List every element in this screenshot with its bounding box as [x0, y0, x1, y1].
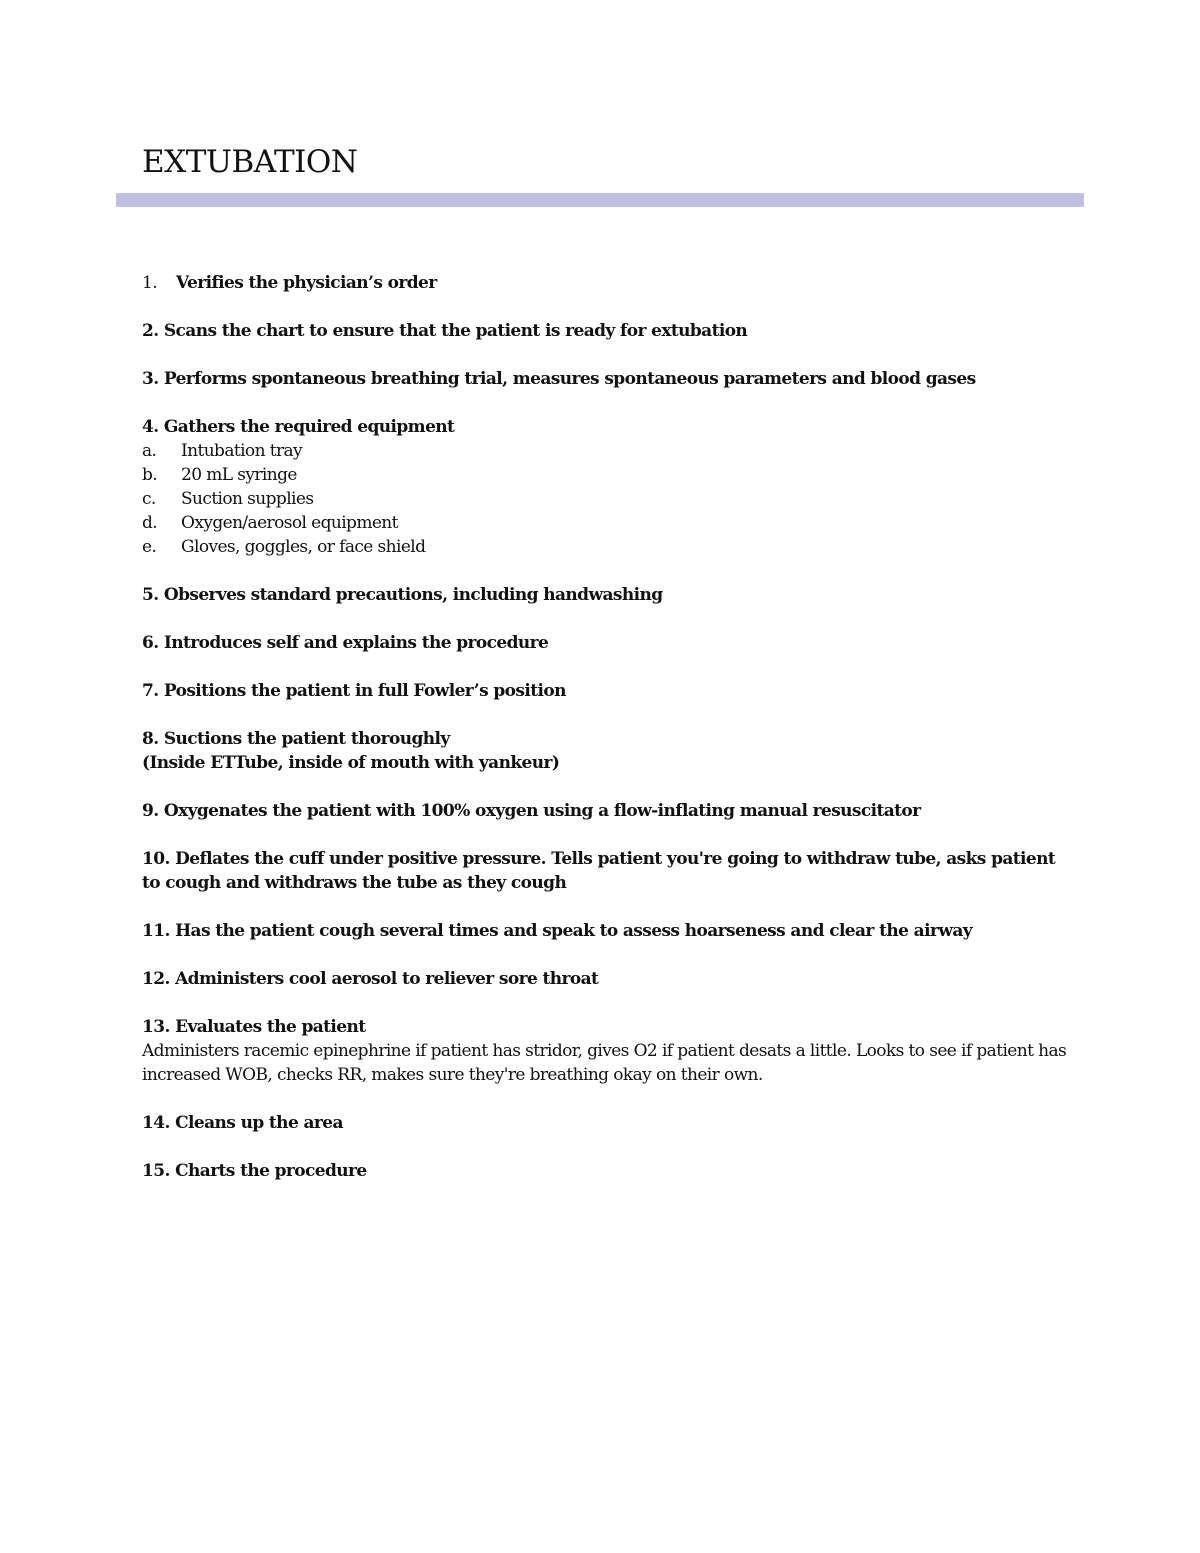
step-10 [142, 847, 1072, 895]
step-text: Verifies the physician’s order [176, 273, 437, 293]
list-item [142, 487, 1072, 511]
item-text: Oxygen/aerosol equipment [181, 513, 398, 533]
step-4 [142, 415, 1072, 559]
step-3 [142, 367, 1072, 391]
list-item [142, 535, 1072, 559]
step-note: (Inside ETTube, inside of mouth with yankeur) [142, 753, 560, 773]
item-text: Suction supplies [181, 489, 314, 509]
item-text: Gloves, goggles, or face shield [181, 537, 426, 557]
step-heading [142, 271, 1072, 295]
step-6 [142, 631, 1072, 655]
item-letter: b. [142, 465, 158, 485]
step-12 [142, 967, 1072, 991]
step-detail: Administers racemic epinephrine if patient has stridor, gives O2 if patient desats a little. Looks to see if patient has increased WOB, checks RR, makes sure they're breathing okay on their own. [142, 1041, 1067, 1085]
item-letter: c. [142, 489, 156, 509]
procedure-steps [142, 271, 1072, 1207]
list-item [142, 463, 1072, 487]
list-item [142, 439, 1072, 463]
step-5 [142, 583, 1072, 607]
step-15 [142, 1159, 1072, 1183]
step-1 [142, 271, 1072, 295]
item-letter: d. [142, 513, 158, 533]
step-heading: 8. Suctions the patient thoroughly [142, 729, 450, 749]
list-item [142, 511, 1072, 535]
step-heading: 15. Charts the procedure [142, 1161, 367, 1181]
step-heading: 14. Cleans up the area [142, 1113, 343, 1133]
step-heading: 2. Scans the chart to ensure that the patient is ready for extubation [142, 321, 748, 341]
step-14 [142, 1111, 1072, 1135]
step-heading: 9. Oxygenates the patient with 100% oxygen using a flow-inflating manual resuscitator [142, 801, 921, 821]
step-13 [142, 1015, 1072, 1087]
item-text: Intubation tray [181, 441, 303, 461]
step-heading: 12. Administers cool aerosol to reliever sore throat [142, 969, 599, 989]
step-11 [142, 919, 1072, 943]
item-letter: e. [142, 537, 157, 557]
step-8 [142, 727, 1072, 775]
page-title: EXTUBATION [142, 144, 358, 180]
step-heading: 3. Performs spontaneous breathing trial, measures spontaneous parameters and blood gases [142, 369, 976, 389]
step-heading: 5. Observes standard precautions, including handwashing [142, 585, 663, 605]
title-divider [116, 193, 1084, 207]
step-number: 1. [142, 273, 158, 293]
step-heading: 13. Evaluates the patient [142, 1017, 366, 1037]
step-heading: 10. Deflates the cuff under positive pressure. Tells patient you're going to withdraw tube, asks patient to cough and withdraws the tube as they cough [142, 849, 1056, 893]
step-heading: 6. Introduces self and explains the procedure [142, 633, 549, 653]
step-heading: 7. Positions the patient in full Fowler’s position [142, 681, 566, 701]
step-9 [142, 799, 1072, 823]
step-7 [142, 679, 1072, 703]
item-text: 20 mL syringe [181, 465, 297, 485]
equipment-list [142, 439, 1072, 559]
step-heading: 4. Gathers the required equipment [142, 417, 455, 437]
step-heading: 11. Has the patient cough several times and speak to assess hoarseness and clear the airway [142, 921, 973, 941]
item-letter: a. [142, 441, 157, 461]
step-2 [142, 319, 1072, 343]
